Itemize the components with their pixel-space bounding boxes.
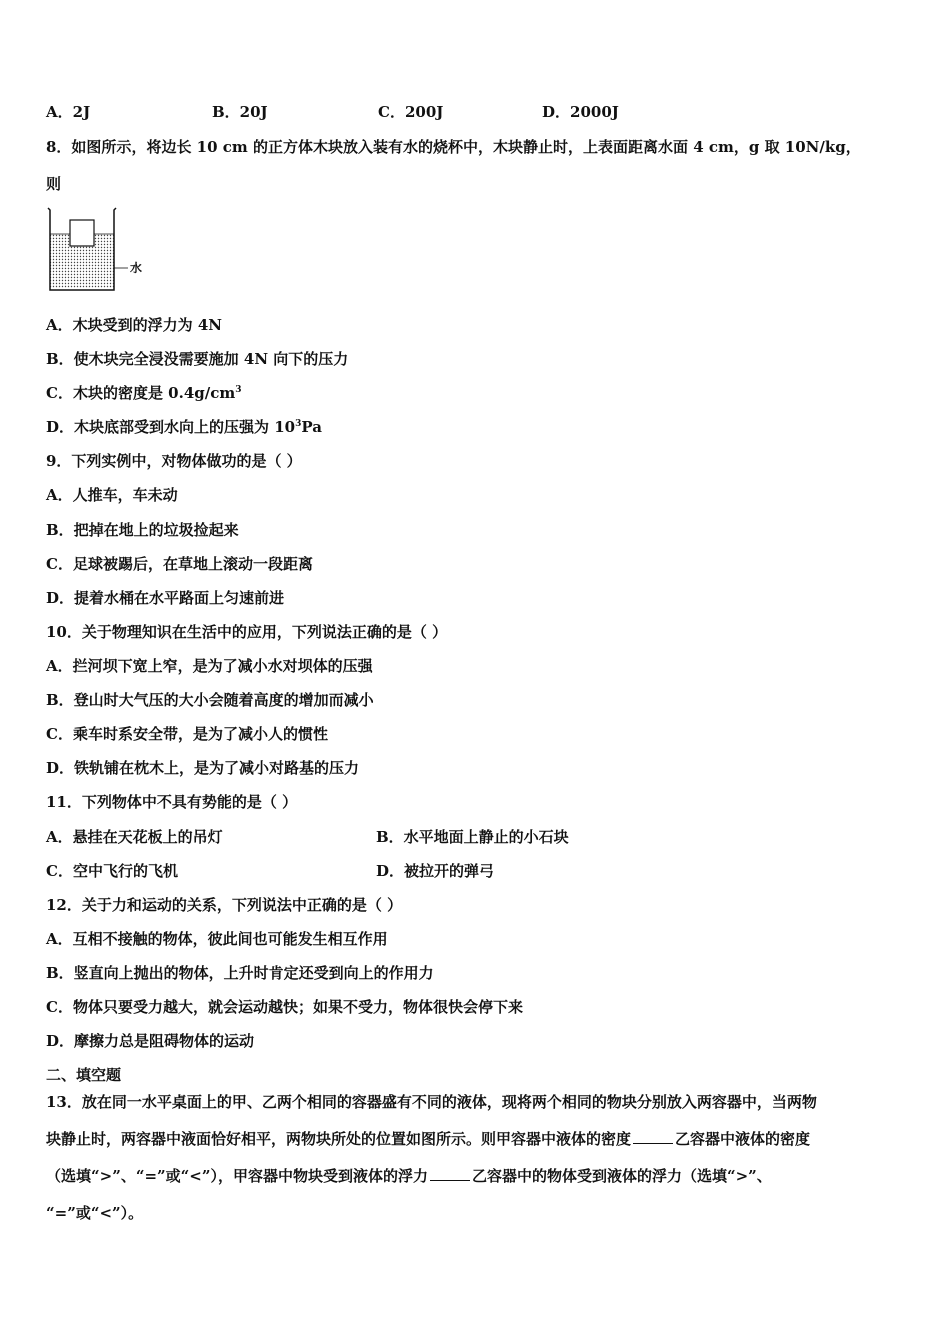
q7-option-b: B．20J (212, 103, 268, 121)
q13-line2-text-b: 乙容器中液体的密度 (675, 1130, 811, 1148)
q10-option-b: B．登山时大气压的大小会随着高度的增加而减小 (46, 691, 374, 709)
q8-option-d (46, 417, 322, 437)
q11-option-c: C．空中飞行的飞机 (46, 862, 178, 880)
q9-option-d: D．提着水桶在水平路面上匀速前进 (46, 589, 285, 607)
q9-option-a: A．人推车，车未动 (46, 486, 178, 504)
q13-line3 (46, 1166, 772, 1186)
section-heading: 二、填空题 (46, 1066, 122, 1084)
q10-option-d: D．铁轨铺在枕木上，是为了减小对路基的压力 (46, 759, 360, 777)
q8-option-c (46, 383, 242, 403)
q8-option-c-text: C．木块的密度是 0.4g/cm (46, 384, 236, 402)
q9-option-b: B．把掉在地上的垃圾捡起来 (46, 521, 239, 539)
q10-option-c: C．乘车时系安全带，是为了减小人的惯性 (46, 725, 328, 743)
water-label: 水 (130, 261, 143, 275)
q8-option-d-unit: Pa (301, 418, 322, 436)
q9-option-c: C．足球被踢后，在草地上滚动一段距离 (46, 555, 313, 573)
q11-option-b: B．水平地面上静止的小石块 (376, 828, 569, 846)
q12-option-c: C．物体只要受力越大，就会运动越快；如果不受力，物体很快会停下来 (46, 998, 523, 1016)
q13-line1: 13．放在同一水平桌面上的甲、乙两个相同的容器盛有不同的液体，现将两个相同的物块分别放入两容器中，当两物 (46, 1093, 817, 1111)
q13-line2-text-a: 块静止时，两容器中液面恰好相平，两物块所处的位置如图所示。则甲容器中液体的密度 (46, 1130, 632, 1148)
q11-option-a: A．悬挂在天花板上的吊灯 (46, 828, 223, 846)
q13-blank-1[interactable] (633, 1129, 673, 1144)
q8-option-d-sup: 3 (295, 419, 302, 429)
q12-option-a: A．互相不接触的物体，彼此间也可能发生相互作用 (46, 930, 388, 948)
q7-option-c: C．200J (378, 103, 444, 121)
q11-stem: 11．下列物体中不具有势能的是（ ） (46, 793, 298, 811)
q10-stem: 10．关于物理知识在生活中的应用，下列说法正确的是（ ） (46, 623, 448, 641)
q10-option-a: A．拦河坝下宽上窄，是为了减小水对坝体的压强 (46, 657, 373, 675)
wood-block (70, 220, 94, 246)
q8-option-c-sup: 3 (235, 385, 242, 395)
q7-option-a: A．2J (46, 103, 91, 121)
q8-option-b: B．使木块完全浸没需要施加 4N 向下的压力 (46, 350, 349, 368)
q13-line4: “=”或“<”）。 (46, 1204, 144, 1222)
q13-blank-2[interactable] (430, 1166, 470, 1181)
q8-option-a: A．木块受到的浮力为 4N (46, 316, 223, 334)
q8-stem-cont: 则 (46, 175, 62, 193)
q13-line2 (46, 1129, 810, 1149)
q9-stem: 9．下列实例中，对物体做功的是（ ） (46, 452, 302, 470)
q13-line3-text-b: 乙容器中的物体受到液体的浮力（选填“>”、 (471, 1167, 772, 1185)
q7-option-d: D．2000J (542, 103, 619, 121)
q8-stem: 8．如图所示，将边长 10 cm 的正方体木块放入装有水的烧杯中，木块静止时，上表面距离水面 4 cm，g 取 10N/kg， (46, 138, 861, 156)
q12-option-b: B．竖直向上抛出的物体，上升时肯定还受到向上的作用力 (46, 964, 434, 982)
q13-line3-text-a: （选填“>”、“=”或“<”），甲容器中物块受到液体的浮力 (46, 1167, 428, 1185)
q11-option-d: D．被拉开的弹弓 (376, 862, 495, 880)
q8-option-d-text: D．木块底部受到水向上的压强为 10 (46, 418, 296, 436)
beaker-figure (46, 204, 150, 294)
q12-stem: 12．关于力和运动的关系，下列说法中正确的是（ ） (46, 896, 403, 914)
q12-option-d: D．摩擦力总是阻碍物体的运动 (46, 1032, 255, 1050)
